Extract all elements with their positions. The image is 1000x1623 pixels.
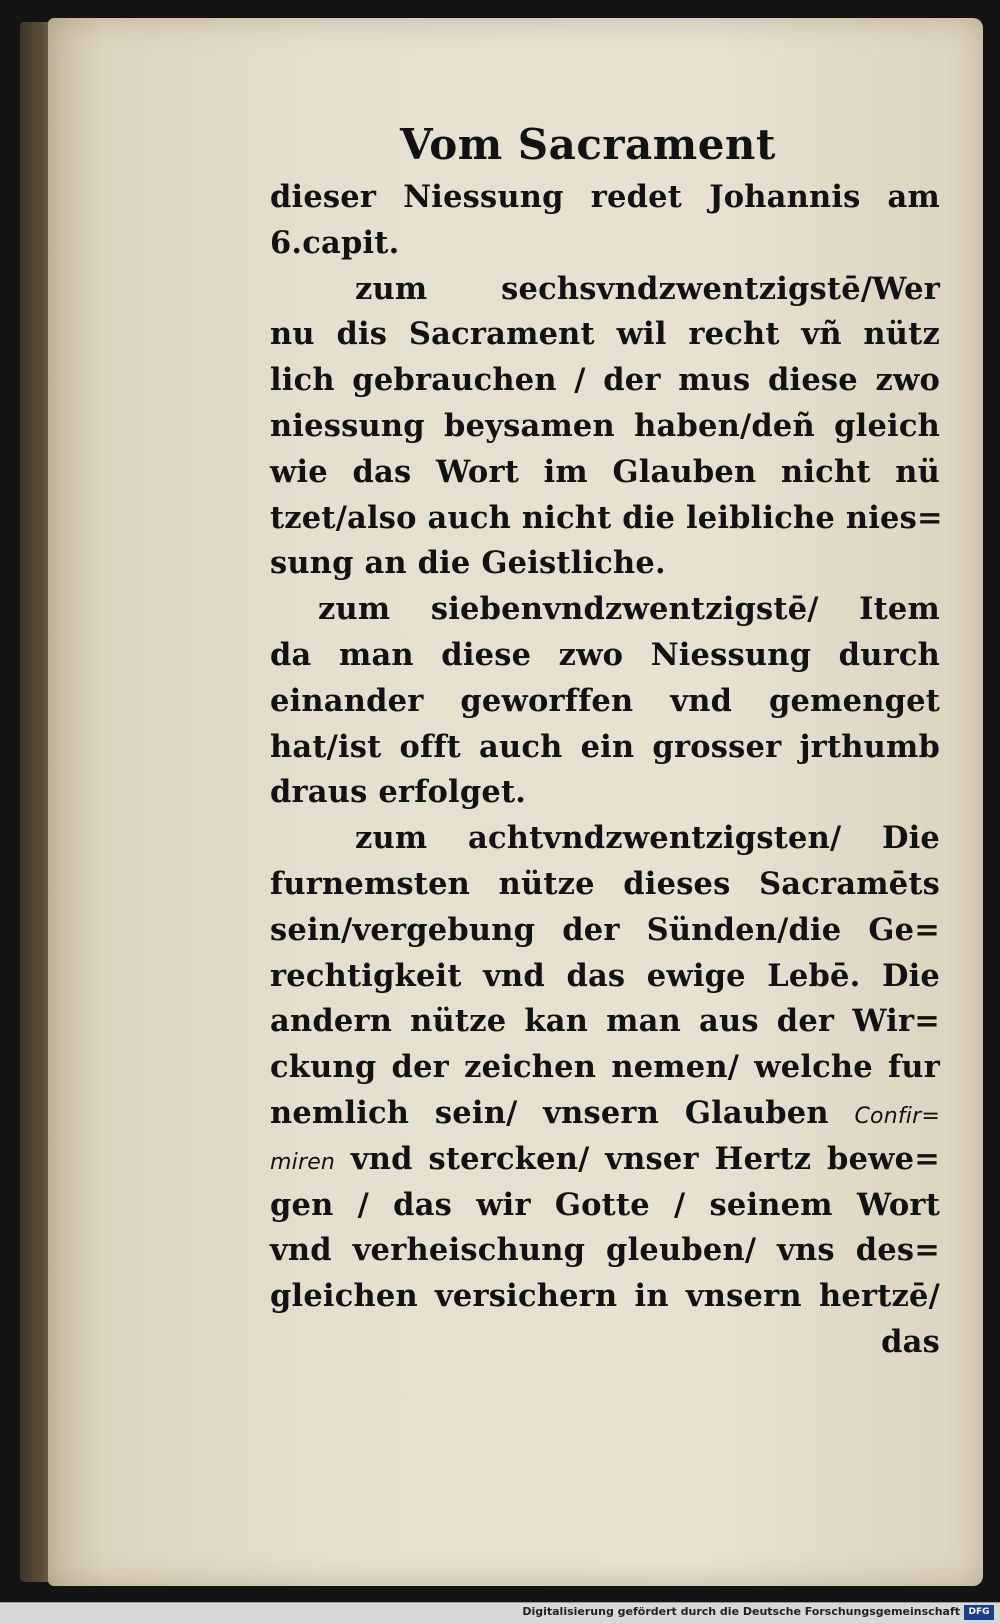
dfg-logo: DFG: [964, 1605, 994, 1620]
catchword: das: [881, 1323, 940, 1360]
text-line: hat/ist offt auch ein grosser jrthumb: [270, 728, 940, 765]
text-line: furnemsten nütze dieses Sacramēts: [270, 865, 940, 902]
text-line-main: vnd stercken/ vnser Hertz bewe=: [350, 1140, 940, 1177]
text-line: zum siebenvndzwentzigstē/ Item: [318, 591, 940, 628]
text-line: sung an die Geistliche.: [270, 545, 666, 582]
text-line: tzet/also auch nicht die leibliche nies=: [270, 499, 943, 536]
text-line: [270, 1137, 940, 1183]
footer-credit: Digitalisierung gefördert durch die Deutsche Forschungsgemeinschaft: [522, 1605, 960, 1618]
text-line: zum achtvndzwentzigsten/ Die: [355, 820, 940, 857]
text-line: vnd verheischung gleuben/ vns des=: [270, 1232, 940, 1269]
latin-word: miren: [270, 1149, 336, 1175]
text-line: gleichen versichern in vnsern hertzē/: [270, 1278, 940, 1315]
text-line: 6.capit.: [270, 224, 400, 261]
text-line: niessung beysamen haben/deñ gleich: [270, 407, 940, 444]
footer-bar: [0, 1602, 1000, 1623]
text-line: nu dis Sacrament wil recht vñ nütz: [270, 316, 940, 353]
text-line: rechtigkeit vnd das ewige Lebē. Die: [270, 957, 940, 994]
text-line: ckung der zeichen nemen/ welche fur: [270, 1049, 940, 1086]
text-line: andern nütze kan man aus der Wir=: [270, 1003, 940, 1040]
running-head: Vom Sacrament: [400, 120, 776, 169]
text-line: wie das Wort im Glauben nicht nü: [270, 453, 940, 490]
text-line: sein/vergebung der Sünden/die Ge=: [270, 911, 940, 948]
text-line: dieser Niessung redet Johannis am: [270, 179, 940, 215]
text-line: gen / das wir Gotte / seinem Wort: [270, 1186, 940, 1223]
latin-word: Confir=: [854, 1103, 940, 1129]
text-line: zum sechsvndzwentzigstē/Wer: [355, 270, 940, 307]
text-line-main: nemlich sein/ vnsern Glauben: [270, 1094, 829, 1131]
text-line: [270, 1091, 940, 1137]
text-line: da man diese zwo Niessung durch: [270, 636, 940, 673]
text-line: lich gebrauchen / der mus diese zwo: [270, 362, 940, 399]
text-block: [270, 115, 943, 1366]
text-line: einander geworffen vnd gemenget: [270, 682, 940, 719]
text-line: draus erfolget.: [270, 774, 527, 811]
